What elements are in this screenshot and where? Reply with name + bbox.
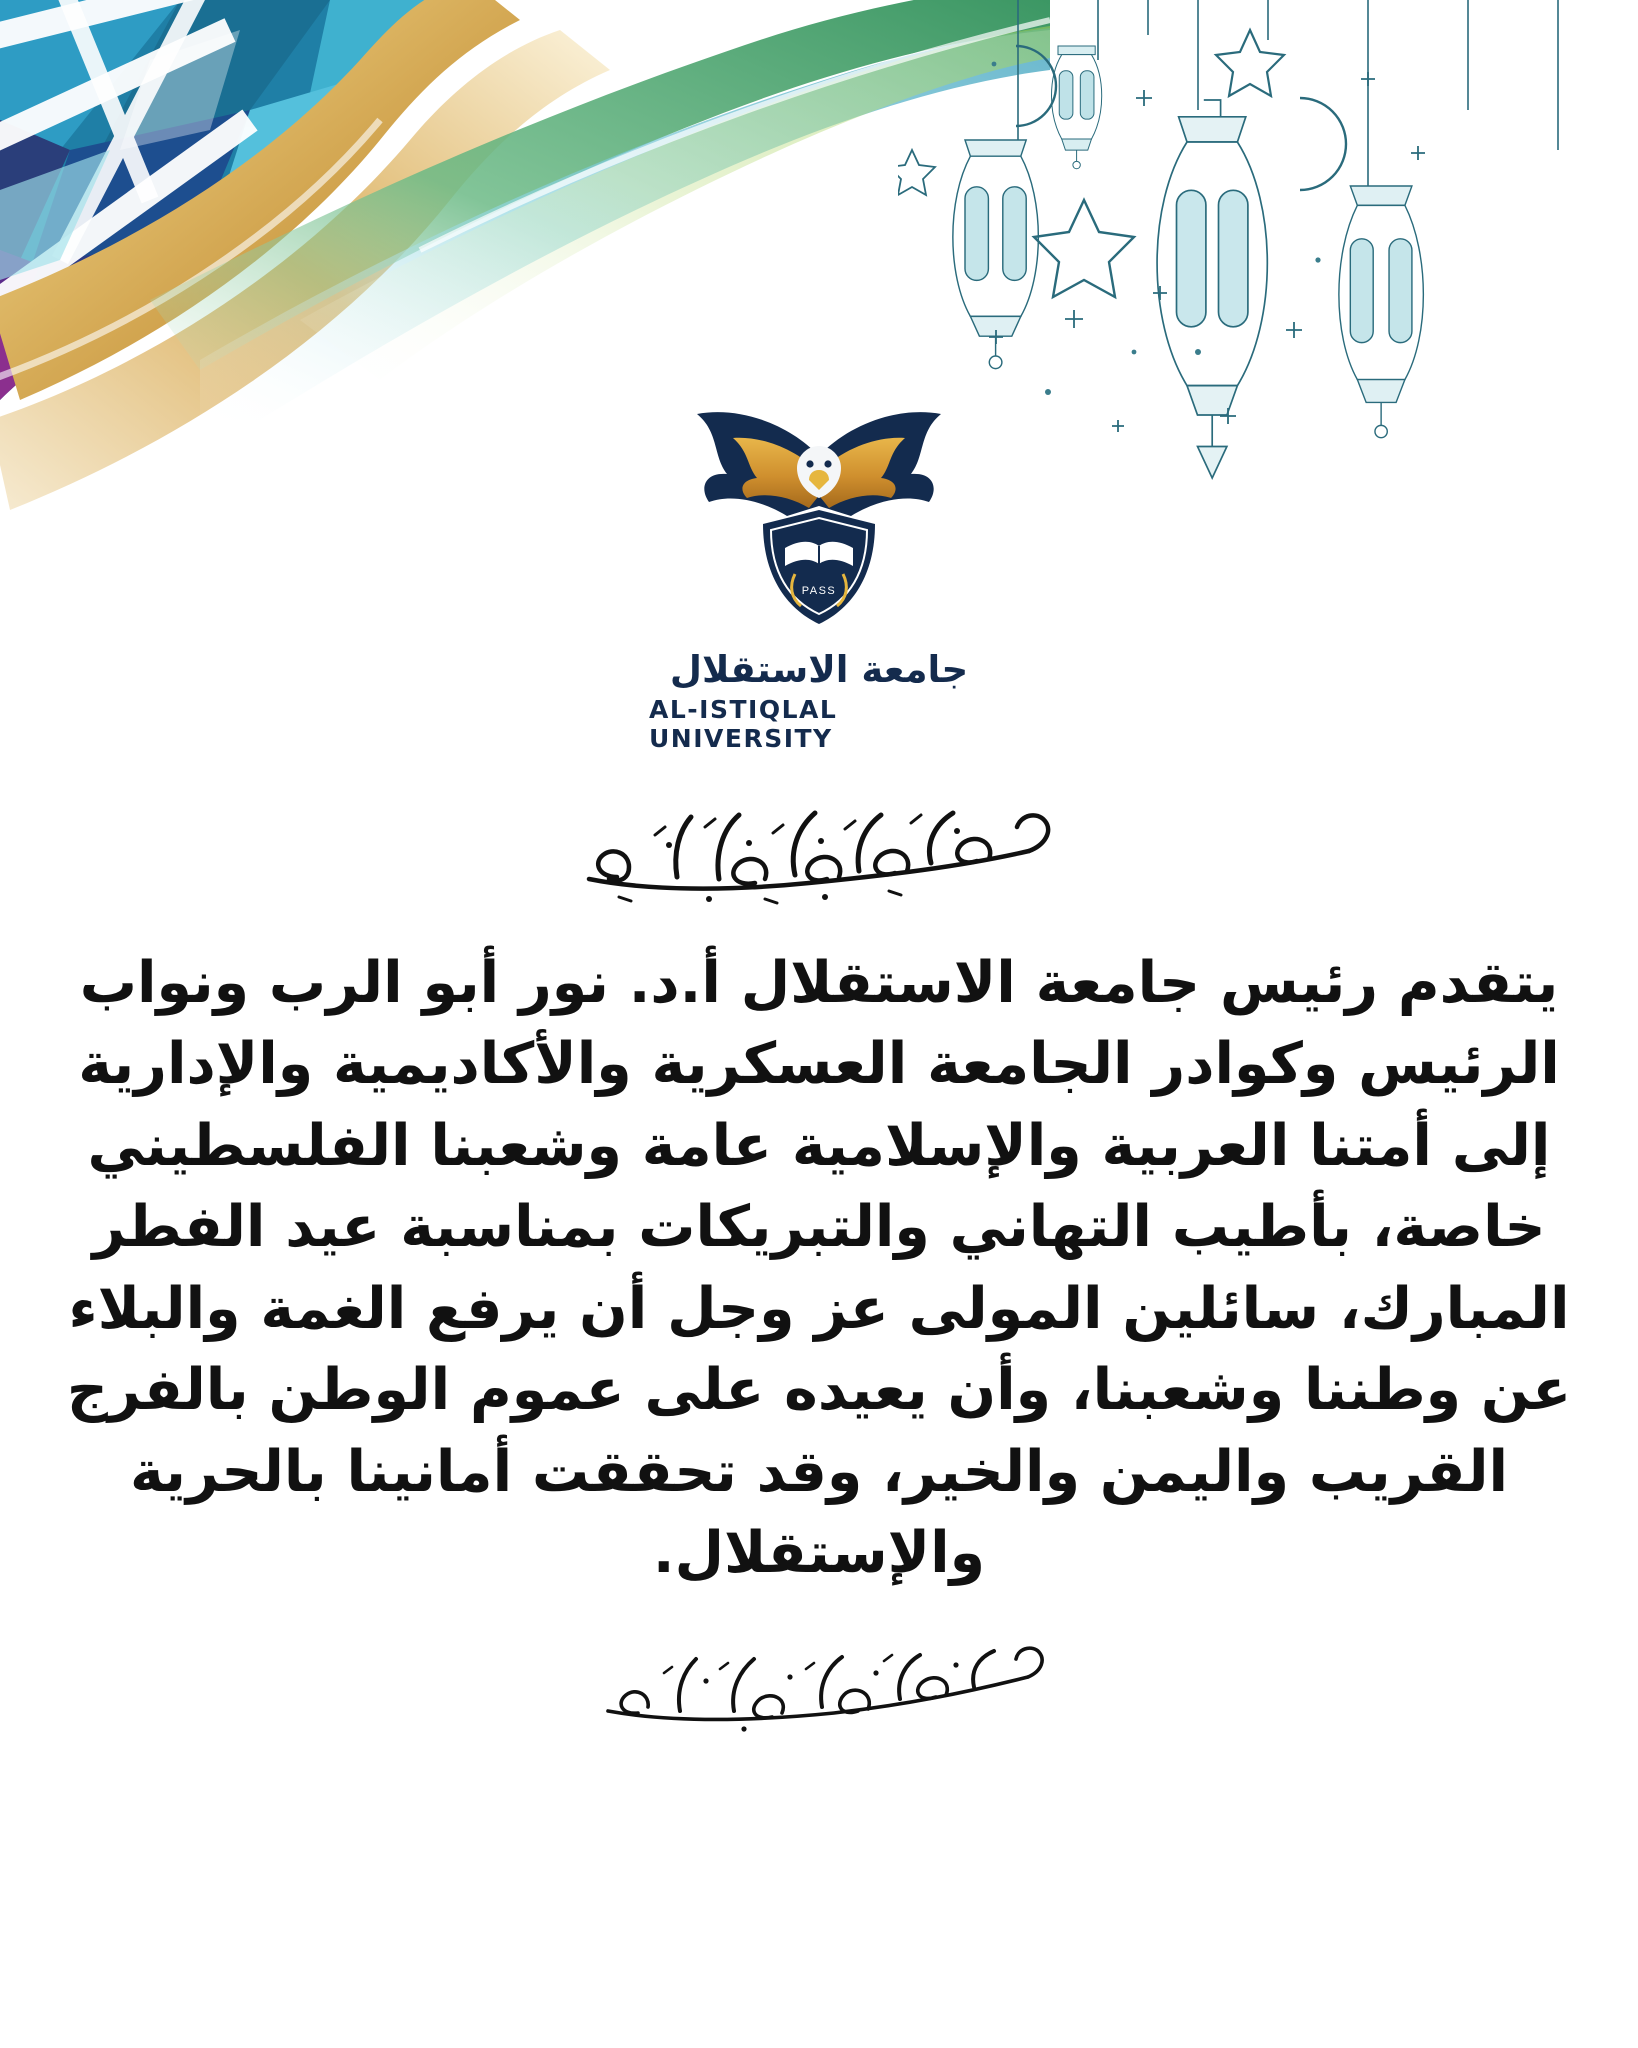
closing-calligraphy [584,1625,1054,1745]
crest-text: PASS [801,585,837,597]
university-logo [649,398,989,753]
eid-headline-calligraphy [559,787,1079,917]
greeting-message [39,943,1599,1595]
university-name-en: AL-ISTIQLAL UNIVERSITY [649,694,838,753]
greeting-message-text: يتقدم رئيس جامعة الاستقلال أ.د. نور أبو الرب ونواب الرئيس وكوادر الجامعة العسكرية والأكاديمية والإدارية إلى أمتنا العربية والإسلامية عامة وشعبنا الفلسطيني خاصة، بأطيب التهاني والتبريكات بمناسبة عيد الفطر المبارك، سائلين المولى عز وجل أن يرفع الغمة والبلاء عن وطننا وشعبنا، وأن يعيده على عموم الوطن بالفرج القريب واليمن والخير، وقد تحققت أمانينا بالحرية والإستقلال. [66,949,1572,1587]
university-name-ar: جامعة الاستقلال [669,648,969,691]
eagle-crest-icon [669,398,969,648]
